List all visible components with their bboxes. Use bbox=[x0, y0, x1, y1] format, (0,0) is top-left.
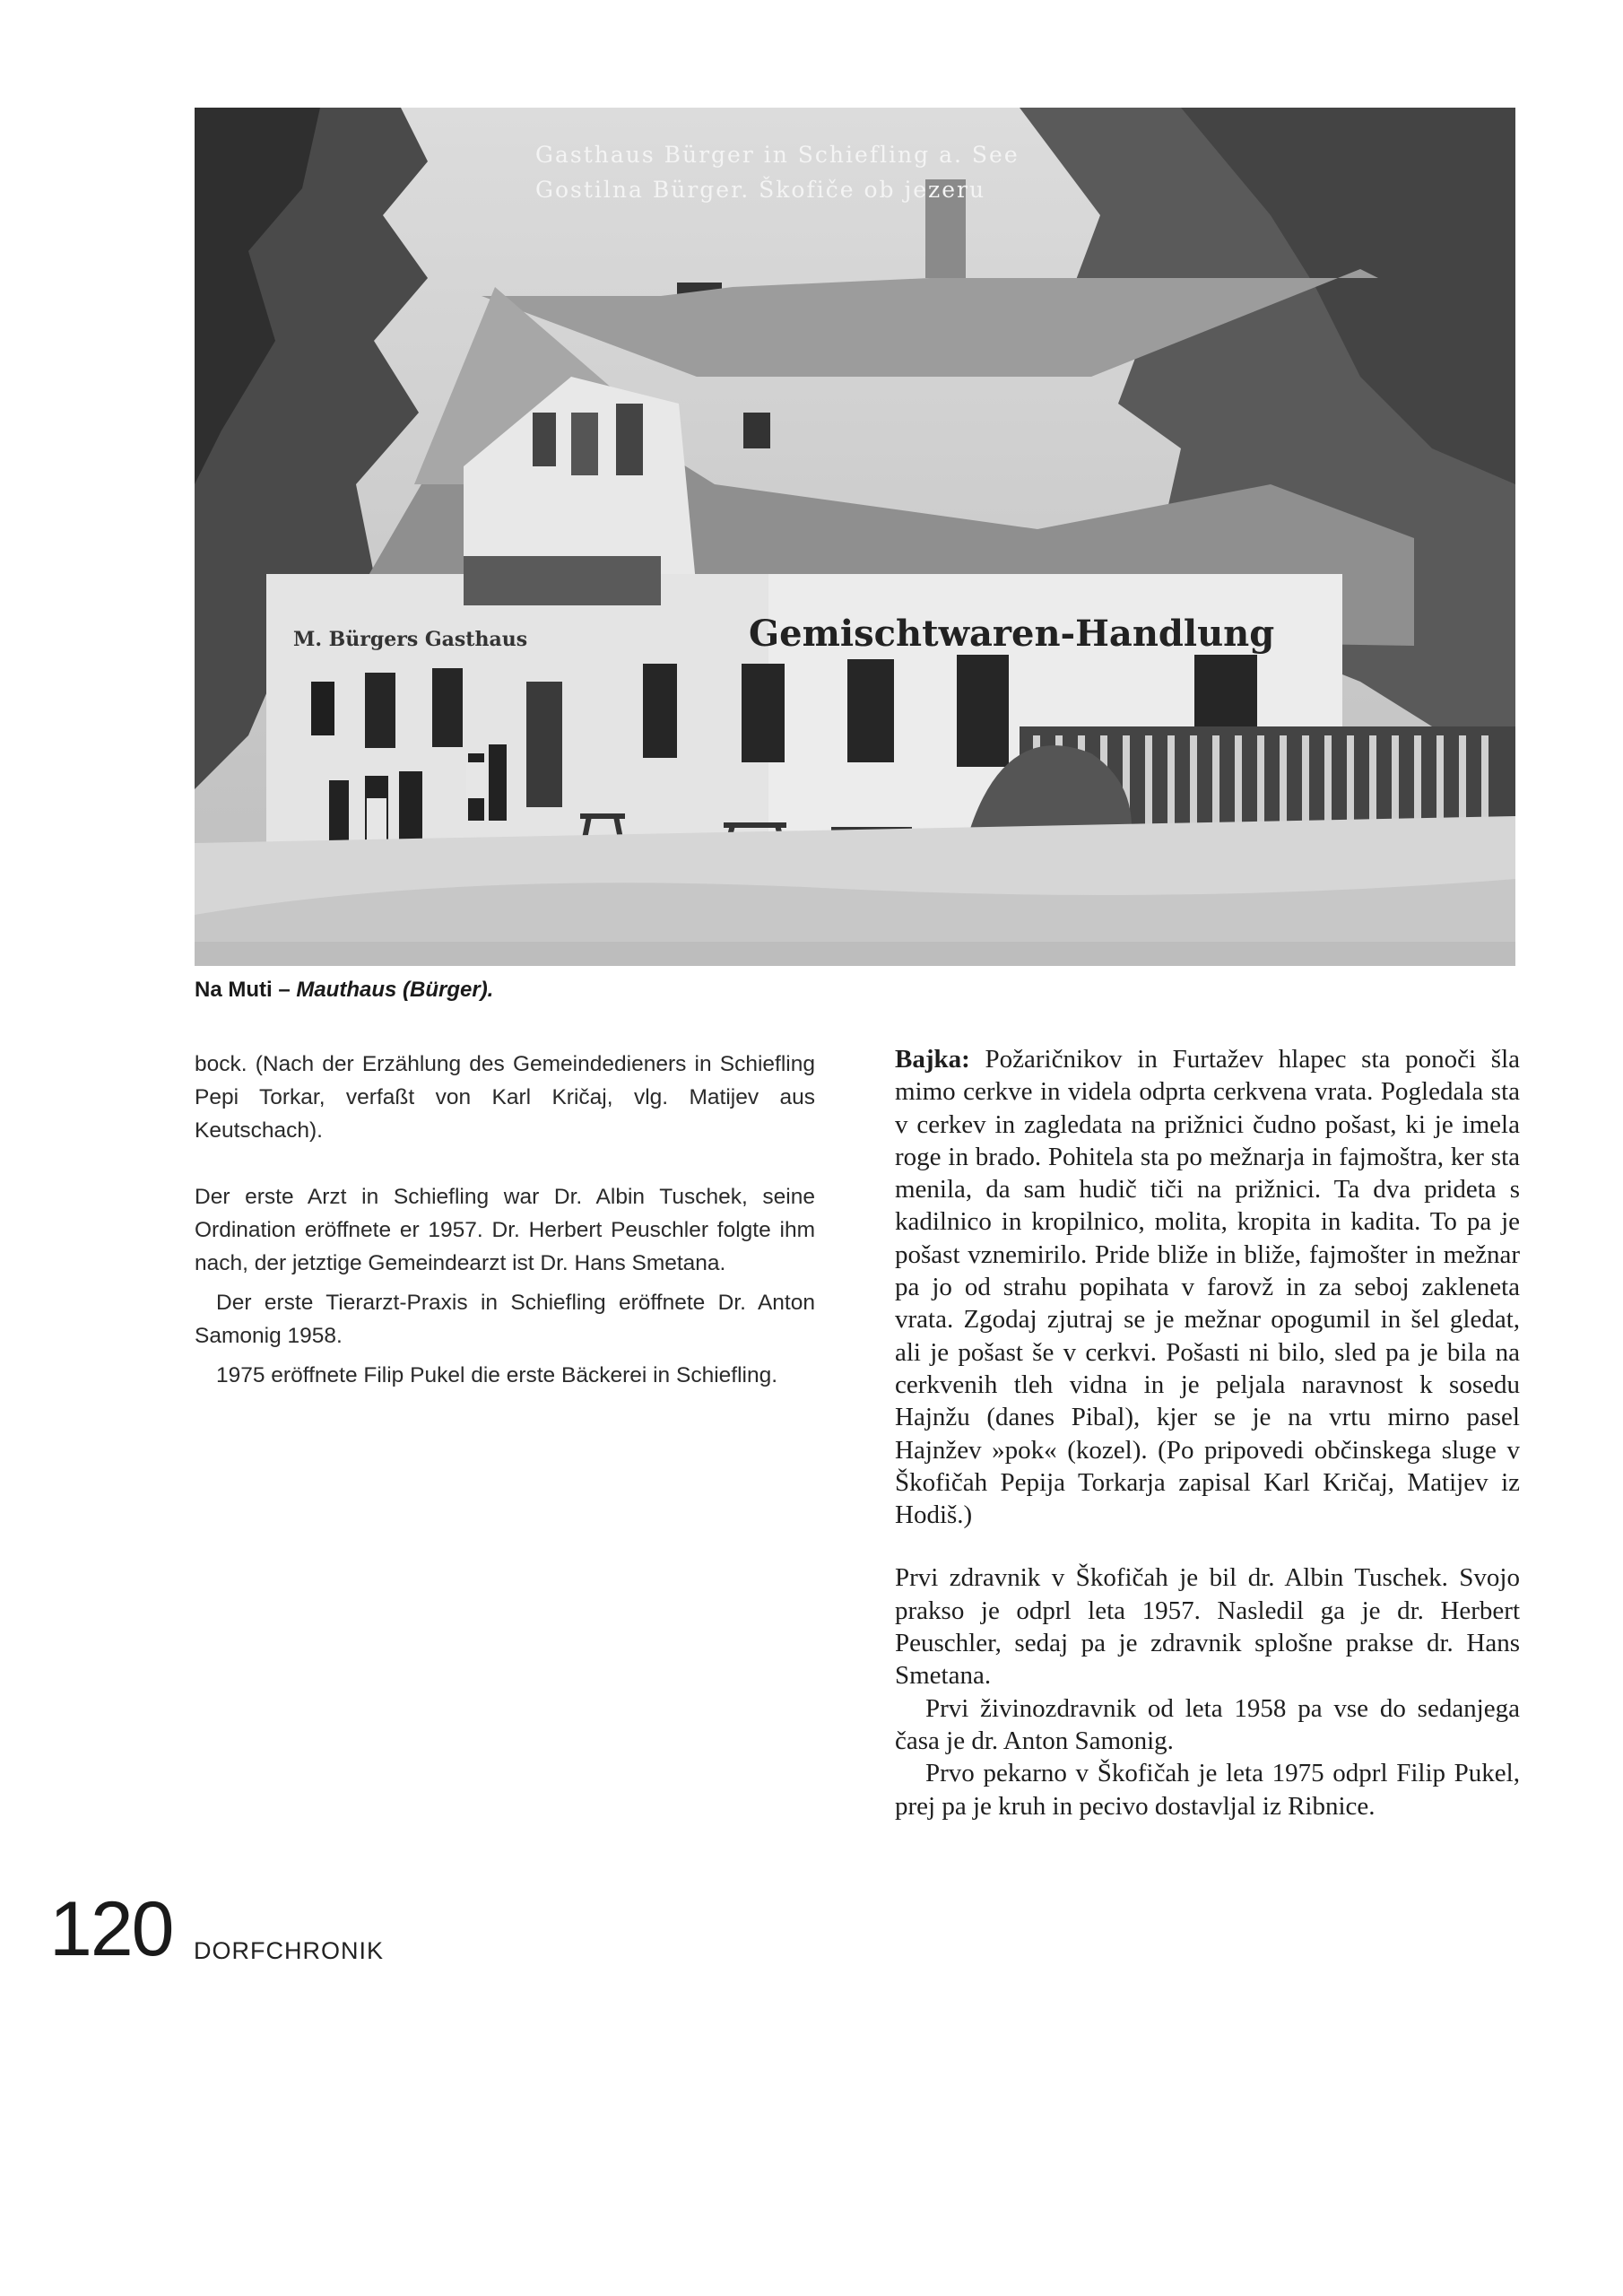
inn-sign: M. Bürgers Gasthaus bbox=[293, 628, 528, 651]
legend-text: Požaričnikov in Furtažev hlapec sta ponoči šla mimo cerkve in videla odprta cerkvena vrata. Pogledala sta v cerkev in zagledata na prižnici čudno pošast, ki je imela roge in brado. Pohitela sta po mežnarja in fajmoštra, ker sta menila, da sam hudič tiči na prižnici. Ta dva prideta s kadilnico in kropilnico, molita, kropita in kadita. To pa je pošast vznemirilo. Pride bliže in bliže, fajmošter in mežnar pa jo od strahu popihata v farovž in za seboj zakleneta vrata. Zgodaj zjutraj se je mežnar opogumil in šel gledat, ali je pošast še v cerkvi. Pošasti ni bilo, sled pa je bila na cerkvenih tleh vidna in je peljala naravnost k sosedu Hajnžu (danes Pibal), kjer se je na vrtu mirno pasel Hajnžev »pok« (kozel). (Po pripovedi občinskega sluge v Škofičah Pepija Torkarja zapisal Karl Kričaj, Matijev iz Hodiš.) bbox=[895, 1045, 1520, 1530]
photo-illustration bbox=[195, 108, 1515, 966]
left-paragraph-1: bock. (Nach der Erzählung des Gemeindedieners in Schiefling Pepi Torkar, verfaßt von Karl Kričaj, vlg. Matijev aus Keutschach). bbox=[195, 1052, 815, 1143]
left-paragraph-4: 1975 eröffnete Filip Pukel die erste Bäckerei in Schiefling. bbox=[216, 1363, 778, 1387]
historic-photo-gasthaus bbox=[195, 108, 1515, 966]
page-number: 120 bbox=[49, 1886, 173, 1972]
right-paragraph-2: Prvi zdravnik v Škofičah je bil dr. Albin Tuschek. Svojo prakso je odprl leta 1957. Nasledil ga je dr. Herbert Peuschler, sedaj pa je zdravnik splošne prakse dr. Hans Smetana. bbox=[895, 1563, 1520, 1691]
left-paragraph-3: Der erste Tierarzt-Praxis in Schiefling eröffnete Dr. Anton Samonig 1958. bbox=[195, 1291, 815, 1348]
postcard-inscription-german: Gasthaus Bürger in Schiefling a. See bbox=[535, 142, 1020, 168]
left-column-german bbox=[195, 1048, 815, 1392]
right-paragraph-legend bbox=[895, 1043, 1520, 1531]
shop-sign: Gemischtwaren-Handlung bbox=[749, 613, 1275, 655]
photo-caption bbox=[195, 978, 493, 1003]
left-paragraph-2: Der erste Arzt in Schiefling war Dr. Albin Tuschek, seine Ordination eröffnete er 1957. Dr. Herbert Peuschler folgte ihm nach, der jetztige Gemeindearzt ist Dr. Hans Smetana. bbox=[195, 1185, 815, 1275]
running-head: DORFCHRONIK bbox=[194, 1937, 384, 1964]
caption-place: Na Muti – bbox=[195, 978, 297, 1002]
caption-name: Mauthaus (Bürger). bbox=[296, 978, 494, 1002]
right-paragraph-4: Prvo pekarno v Škofičah je leta 1975 odprl Filip Pukel, prej pa je kruh in pecivo dostavljal iz Ribnice. bbox=[895, 1759, 1520, 1821]
right-column-slovene bbox=[895, 1043, 1520, 1822]
right-paragraph-3: Prvi živinozdravnik od leta 1958 pa vse do sedanjega časa je dr. Anton Samonig. bbox=[895, 1693, 1520, 1755]
postcard-inscription-slovene: Gostilna Bürger. Škofiče ob jezeru bbox=[535, 177, 986, 203]
legend-label: Bajka: bbox=[895, 1045, 970, 1074]
